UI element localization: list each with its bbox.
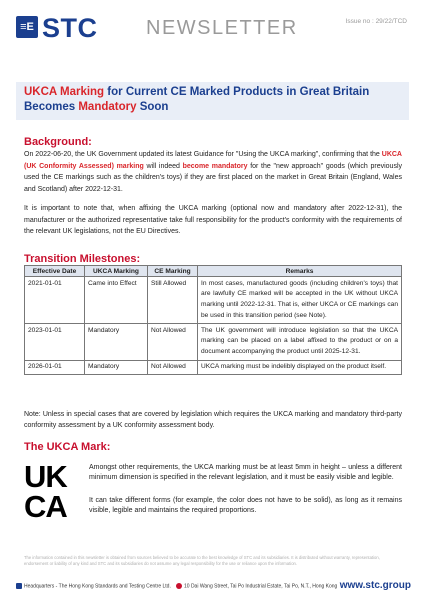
title-line-2-end: Soon [136,101,169,113]
column-header: Effective Date [25,266,85,277]
stc-logo-mark: ≡E [16,16,38,38]
column-header: Remarks [198,266,402,277]
cell-remarks: UKCA marking must be indelibly displayed on the product itself. [198,360,402,375]
note-text: Note: Unless in special cases that are covered by legislation which requires the UKCA marking and mandatory third-party conformity assessment by a UK conformity assessment body. [24,411,402,429]
title-highlight-ukca: UKCA Marking [24,86,105,98]
table-header-row [25,266,402,277]
table-row [25,360,402,375]
bg-p1-ukca: UKCA (UK Conformity Assessed) marking [24,151,402,170]
table-row [25,277,402,324]
cell-remarks: In most cases, manufactured goods (including children's toys) that are lawfully CE marked will be accepted in the UK without UKCA marking until 2022-12-31. That is, either UKCA or CE markings can be used in this transition period (see Note). [198,277,402,324]
ukca-logo-bottom: CA [24,489,67,524]
cell-remarks: The UK government will introduce legislation so that the UKCA marking can be placed on a label affixed to the product or on a document accompanying the product until 2025-12-31. [198,324,402,360]
cell-ce: Not Allowed [148,360,198,375]
ukca-logo-top: UK [24,459,67,494]
ukca-logo [24,459,80,524]
footer-address-text: 10 Dai Wang Street, Tai Po Industrial Estate, Tai Po, N.T., Hong Kong [184,583,338,590]
title-band [16,82,409,120]
bg-p1-mandatory: become mandatory [182,162,248,170]
stc-logo-text: STC [42,13,98,43]
ukca-mark-heading: The UKCA Mark: [24,441,111,453]
cell-ukca: Came into Effect [85,277,148,324]
title-line-2-start: Becomes [24,101,79,113]
footer-address [176,583,337,589]
footer [16,580,411,594]
cell-date: 2021-01-01 [25,277,85,324]
footer-hq [16,583,171,589]
newsletter-label: NEWSLETTER [146,17,298,39]
ukca-paragraph-1: Amongst other requirements, the UKCA marking must be at least 5mm in height – unless a different minimum dimension is specified in the relevant legislation, and it must be easily visible and legible. [89,464,402,482]
website-link[interactable]: www.stc.group [339,580,411,591]
title-line-1 [24,86,369,98]
column-header: CE Marking [148,266,198,277]
background-paragraph-2: It is important to note that, when affixing the UKCA marking (optional now and mandatory after 2022-12-31), the manufacturer or the authorized representative take full responsibility for the product's conformity with the requirements of the relevant UK legislations, not the EU Directives. [24,205,402,235]
footer-hq-text: Headquarters - The Hong Kong Standards and Testing Centre Ltd. [24,583,171,590]
column-header: UKCA Marking [85,266,148,277]
background-heading: Background: [24,136,92,148]
milestones-heading: Transition Milestones: [24,253,141,265]
table-row [25,324,402,360]
header [16,10,411,48]
cell-ce: Not Allowed [148,324,198,360]
title-line-1-rest: for Current CE Marked Products in Great Britain [104,86,370,98]
issue-number: Issue no : 29/22/TCD [345,18,407,25]
cell-ukca: Mandatory [85,360,148,375]
cell-date: 2026-01-01 [25,360,85,375]
background-paragraph-1 [24,149,402,195]
cell-ukca: Mandatory [85,324,148,360]
building-icon [16,583,22,589]
title-line-2 [24,101,168,113]
title-highlight-mandatory: Mandatory [78,101,137,113]
bg-p1-c: for the "new approach" goods (which previously used the CE markings such as the children's toys) if they are first placed on the market in Great Britain (England, Wales and Scotland) after 2022-12-31. [24,162,403,193]
disclaimer: The information contained in this newsletter is obtained from sources believed to be accurate to the best knowledge of STC and its subsidiaries. It is distributed without warranty, representation, endorsement or liability of any kind and STC and its subsidiaries do not assume any legal responsibility for the use or reliance upon the information. [24,555,380,566]
bg-p1-b: will indeed [143,162,183,170]
cell-date: 2023-01-01 [25,324,85,360]
location-pin-icon [176,583,182,589]
milestones-table [24,265,402,375]
bg-p1-a: On 2022-06-20, the UK Government updated its latest Guidance for "Using the UKCA marking", confirming that the [24,151,382,158]
ukca-paragraph-2: It can take different forms (for example, the color does not have to be solid), as long as it remains visible, legible and maintains the required proportions. [89,497,402,515]
cell-ce: Still Allowed [148,277,198,324]
